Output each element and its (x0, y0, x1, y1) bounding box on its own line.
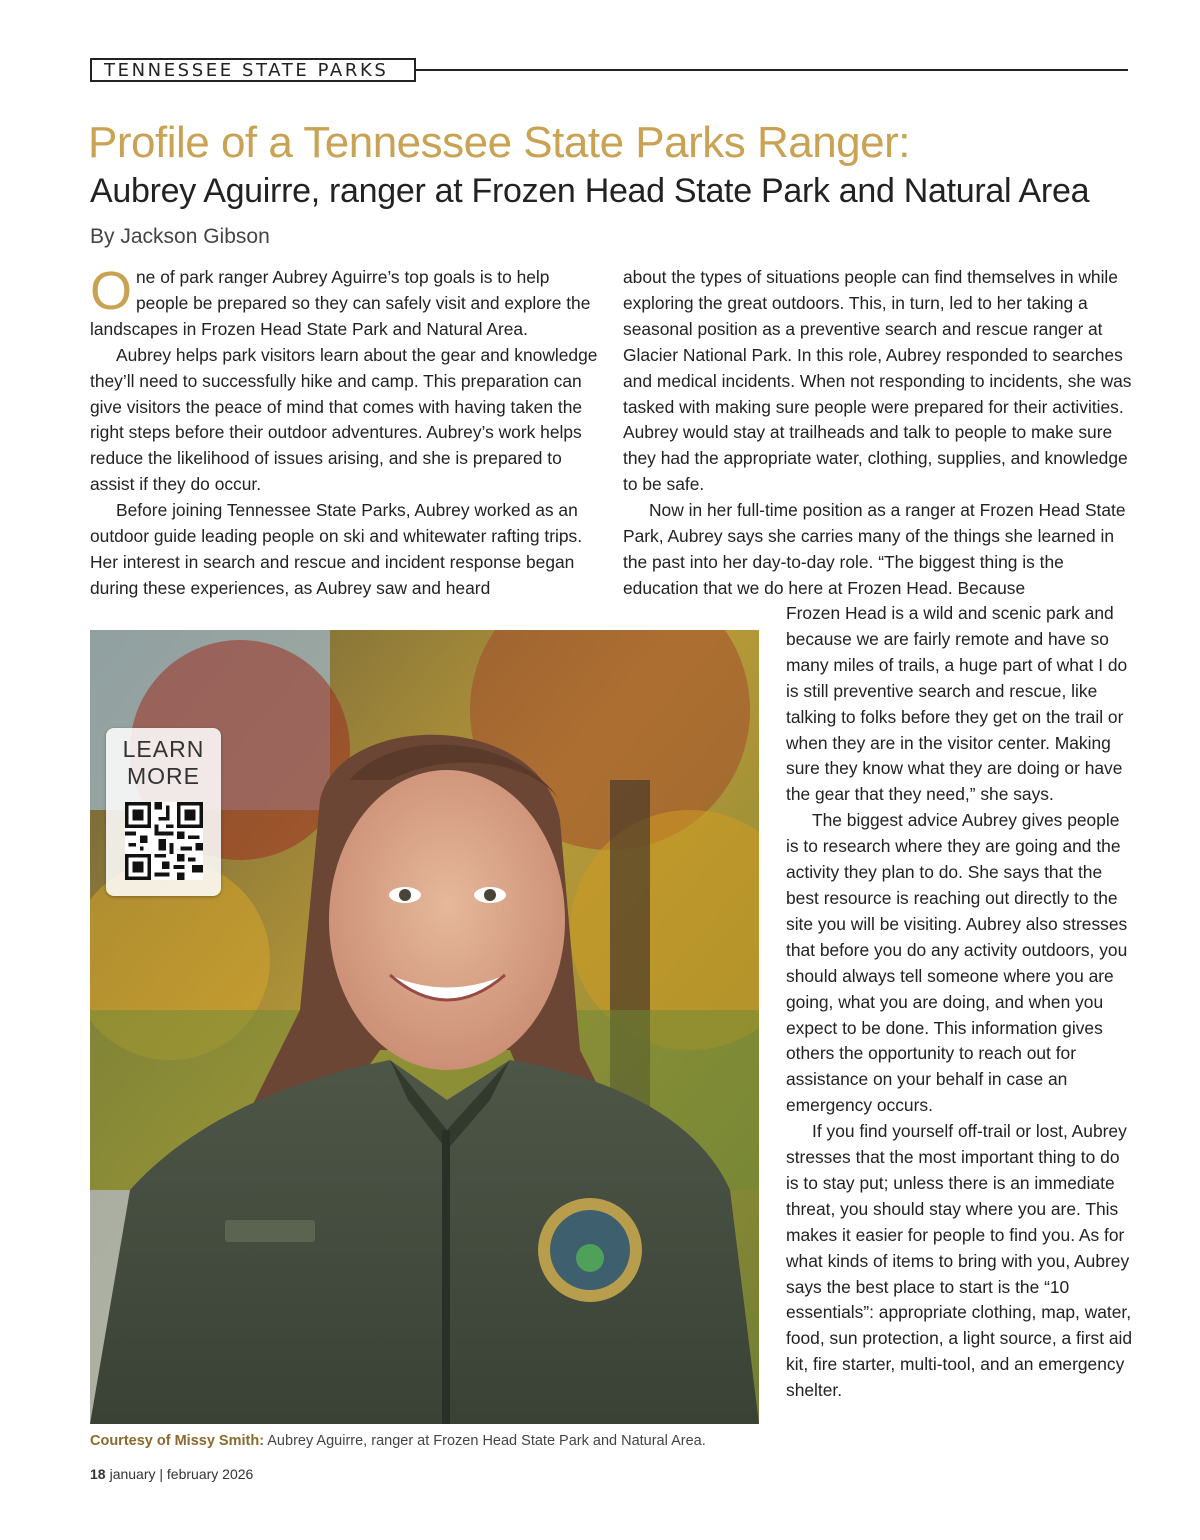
section-label: TENNESSEE STATE PARKS (90, 58, 416, 82)
paragraph-6: If you find yourself off-trail or lost, Aubrey stresses that the most important thing to do is to stay put; unless there is an immediate threat, you should stay where you are. This makes it easier for people to find you. As for what kinds of items to bring with you, Aubrey says the best place to start is the “10 essentials”: appropriate clothing, map, water, food, sun protection, a light source, a first aid kit, fire starter, multi-tool, and an emergency shelter. (786, 1121, 1133, 1401)
paragraph-3-continued: about the types of situations people can find themselves in while exploring the great outdoors. This, in turn, led to her taking a seasonal position as a preventive search and rescue ranger at Glacier National Park. In this role, Aubrey responded to searches and medical incidents. When not responding to incidents, she was tasked with making sure people were prepared for their activities. Aubrey would stay at trailheads and talk to people to make sure they had the appropriate water, clothing, supplies, and knowledge to be safe. (623, 267, 1132, 495)
page-footer (90, 1466, 253, 1482)
paragraph-5: The biggest advice Aubrey gives people is to research where they are going and the activity they plan to do. She says that the best resource is reaching out directly to the site you will be visiting. Aubrey also stresses that before you do any activity outdoors, you should always tell someone where you are going, what you are doing, and when you expect to be done. This information gives others the opportunity to reach out for assistance on your behalf in case an emergency occurs. (786, 810, 1128, 1116)
paragraph-3-start: Before joining Tennessee State Parks, Aubrey worked as an outdoor guide leading people on ski and whitewater rafting trips. Her interest in search and rescue and incident response began during these experiences, as Aubrey saw and heard (90, 500, 583, 598)
paragraph-4-start: Now in her full-time position as a ranger at Frozen Head State Park, Aubrey says she carries many of the things she learned in the past into her day-to-day role. “The biggest thing is the education that we do here at Frozen Head. Because (623, 500, 1126, 598)
byline: By Jackson Gibson (90, 225, 270, 248)
caption-credit: Courtesy of Missy Smith: (90, 1433, 265, 1449)
learn-more-box[interactable] (106, 728, 221, 896)
column-right (623, 265, 1133, 602)
paragraph-4-continued: Frozen Head is a wild and scenic park and because we are fairly remote and have so many miles of trails, a huge part of what I do is still preventive search and rescue, like talking to folks before they get on the trail or when they are in the visitor center. Making sure they know what they are doing or have the gear that they need,” she says. (786, 603, 1128, 805)
paragraph-1 (90, 261, 598, 343)
section-header (90, 58, 1128, 84)
drop-cap: O (90, 261, 133, 321)
qr-code-icon[interactable] (125, 802, 203, 880)
article-subtitle: Aubrey Aguirre, ranger at Frozen Head State Park and Natural Area (90, 172, 1090, 210)
issue-date: january | february 2026 (109, 1466, 254, 1482)
photo-caption (90, 1433, 706, 1449)
paragraph-2: Aubrey helps park visitors learn about the gear and knowledge they’ll need to successfully hike and camp. This preparation can give visitors the peace of mind that comes with having taken the right steps before their outdoor adventures. Aubrey’s work helps reduce the likelihood of issues arising, and she is prepared to assist if they do occur. (90, 344, 598, 495)
article-title: Profile of a Tennessee State Parks Ranger: (88, 118, 911, 167)
learn-more-label: LEARN MORE (122, 736, 205, 789)
section-rule (416, 69, 1128, 71)
column-left (90, 261, 598, 602)
page-number: 18 (90, 1466, 106, 1482)
column-right-narrow (786, 601, 1134, 1404)
caption-text: Aubrey Aguirre, ranger at Frozen Head State Park and Natural Area. (267, 1433, 706, 1449)
paragraph-1-text: ne of park ranger Aubrey Aguirre’s top goals is to help people be prepared so they can safely visit and explore the landscapes in Frozen Head State Park and Natural Area. (90, 267, 591, 339)
